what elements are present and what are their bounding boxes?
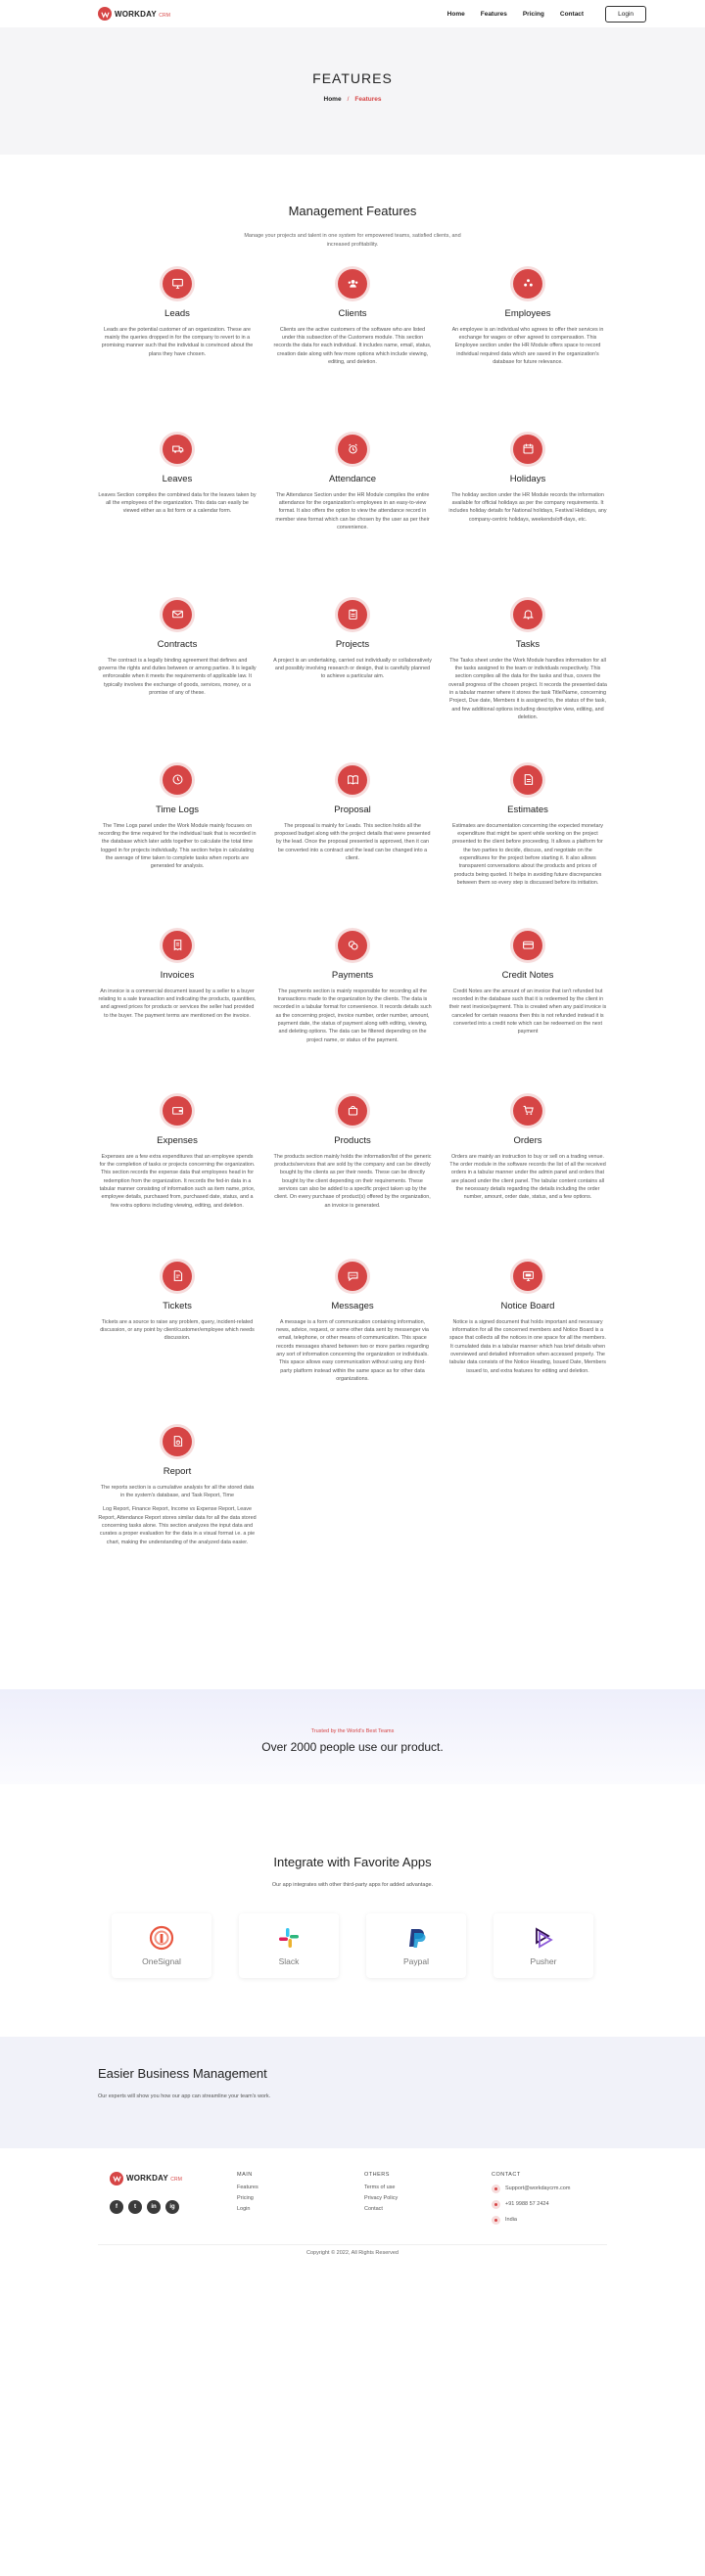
- footer-link-terms[interactable]: Terms of use: [364, 2184, 396, 2190]
- clipboard-icon: [338, 600, 367, 629]
- contact-email[interactable]: Support@workdaycrm.com: [492, 2185, 619, 2193]
- integration-apps: [0, 1913, 705, 1978]
- footer-logo[interactable]: [110, 2172, 237, 2185]
- feature-card-expenses: [90, 1096, 264, 1262]
- breadcrumb-current: Features: [354, 96, 382, 103]
- feature-description: The products section mainly holds the information/list of the generic products/services that are sold by the company and can be directly bought by the clients as per their needs. These can be directly bought by the client depending on their requirements. These services can also be added to a specific project taken up by the client. On every purchase of product(s) offered by the organization, an invoice is generated.: [273, 1153, 432, 1209]
- feature-title: Clients: [338, 307, 367, 319]
- feature-description: The Tasks sheet under the Work Module handles information for all the tasks assigned to the team or individuals respectively. This section compiles all the data for the tasks and thus, covers the overall progress of the chosen project. It records the presented data in a tabular manner where it stores the task Title/Name, concerning Project, Due date, Members it is assigned to, the status of the task, and few additional options including descriptive view, editing, and deletion.: [448, 657, 607, 721]
- feature-title: Time Logs: [156, 804, 199, 815]
- alarm-clock-icon: [338, 435, 367, 464]
- footer-main-title: MAIN: [237, 2171, 253, 2178]
- nav-link-features[interactable]: Features: [480, 10, 507, 18]
- feature-description: An invoice is a commercial document issued by a seller to a buyer relating to a sale transaction and indicating the products, quantities, and agreed prices for products or services the seller had provided to the buyer. The payment terms are mentioned on the invoice.: [98, 988, 257, 1019]
- app-card-onesignal[interactable]: [112, 1913, 212, 1978]
- feature-card-credit-notes: [441, 931, 615, 1096]
- feature-card-attendance: [265, 435, 440, 600]
- feature-description: The Time Logs panel under the Work Module mainly focuses on recording the time required for the individual task that is recorded in the database which later adds together to calculate the total time logged in for projects individually. This section helps in calculating the average of time taken to complete tasks when reports are generated for analysis.: [98, 822, 257, 870]
- footer-link-pricing[interactable]: Pricing: [237, 2194, 254, 2201]
- nav-link-pricing[interactable]: Pricing: [522, 10, 544, 18]
- location-icon: [492, 2216, 500, 2225]
- feature-card-proposal: [265, 765, 440, 931]
- phone-icon: [492, 2200, 500, 2209]
- footer-link-features[interactable]: Features: [237, 2184, 258, 2190]
- email-icon: [492, 2185, 500, 2193]
- cta-heading: Easier Business Management: [98, 2065, 267, 2081]
- linkedin-icon[interactable]: in: [147, 2200, 161, 2214]
- coins-icon: [338, 931, 367, 960]
- top-navbar: [0, 0, 705, 27]
- calendar-icon: [513, 435, 542, 464]
- twitter-icon[interactable]: t: [128, 2200, 142, 2214]
- feature-description: The payments section is mainly responsible for recording all the transactions made to the organization by the clients. The data is recorded in a tabular format for convenience. It records details such as the concerning project, invoice number, order number, amount, payment date, the status of payment along with editing, viewing, and deleting options. The data can be filtered depending on the project name, or status of the payment.: [273, 988, 432, 1043]
- credit-card-icon: [513, 931, 542, 960]
- footer-main-column: [237, 2172, 364, 2244]
- footer-contact-title: CONTACT: [492, 2171, 521, 2178]
- workday-logo-icon: [98, 7, 112, 21]
- feature-title: Tasks: [515, 638, 540, 650]
- feature-card-holidays: [441, 435, 615, 600]
- page-title: FEATURES: [312, 70, 393, 86]
- footer: [0, 2148, 705, 2244]
- feature-description: Expenses are a few extra expenditures that an employee spends for the completion of tasks or projects concerning the organization. This section records the expense data that employees head in for redemption from the organization. It records the fed-in data in a tabular manner consisting of information such as item name, price, employee details, purchased from, purchased date, status, and a few extra options including viewing, editing, and deletion.: [99, 1153, 256, 1209]
- feature-card-report: [90, 1427, 264, 1584]
- feature-description: The contract is a legally binding agreement that defines and governs the rights and duties between or among parties. It is legally enforceable when it meets the requirements of applicable law. It typically involves the exchange of goods, services, money, or a promise of any of these.: [98, 657, 257, 697]
- footer-brand-suffix: CRM: [170, 2177, 183, 2184]
- app-card-paypal[interactable]: [366, 1913, 466, 1978]
- feature-card-leads: [90, 269, 264, 435]
- feature-title: Attendance: [328, 473, 377, 484]
- app-name: OneSignal: [142, 1955, 181, 1966]
- feature-title: Tickets: [163, 1300, 192, 1311]
- footer-brand-name: WORKDAY: [126, 2174, 168, 2184]
- features-intro: Manage your projects and talent in one system for empowered teams, satisfied clients, and increased profitability.: [244, 233, 461, 248]
- feature-title: Contracts: [157, 638, 198, 650]
- copyright: Copyright © 2022, All Rights Reserved: [98, 2244, 607, 2275]
- integrations-subtitle: Our app integrates with other third-party apps for added advantage.: [271, 1881, 434, 1888]
- feature-description: Notice is a signed document that holds important and necessary information for all the concerned members and Notice Board is a space that collects all the notices in one space for all the members. It cumulated data in a tabular manner which has brief details when overviewed and detailed information when accessed properly. The tabular data consists of the Notice Heading, Issued Date, Members issued to, and extra features for editing and deletion.: [448, 1318, 606, 1374]
- footer-brand-column: [110, 2172, 237, 2244]
- app-name: Slack: [278, 1955, 300, 1966]
- app-card-slack[interactable]: [239, 1913, 339, 1978]
- integrations-section: [0, 1784, 705, 2037]
- feature-description: Tickets are a source to raise any problem, query, incident-related discussion, or any point by client/customer/employee which needs discussion.: [100, 1318, 255, 1342]
- truck-icon: [163, 435, 192, 464]
- feature-description: An employee is an individual who agrees to offer their services in exchange for wages or other agreed to compensation. This Employee section under the HR Module offers space to record individual required data which are saved in the organization's database for future relevance.: [451, 326, 604, 366]
- feature-title: Report: [163, 1465, 192, 1477]
- feature-title: Notice Board: [500, 1300, 555, 1311]
- footer-link-login[interactable]: Login: [237, 2205, 251, 2212]
- brand-logo[interactable]: [98, 7, 170, 21]
- screen-icon: [513, 1262, 542, 1291]
- feature-title: Orders: [513, 1134, 542, 1146]
- login-button[interactable]: Login: [605, 6, 646, 23]
- feature-description: Clients are the active customers of the software who are listed under this subsection of the Customers module. This section records the data for each individual. It includes name, email, status, creation date along with few more options which include viewing, editing, and deletion.: [273, 326, 432, 366]
- feature-description: The holiday section under the HR Module records the information available for official holidays as per the company requirements. It includes holiday details for National holidays, Festival Holidays, any company-centric holidays, weekends/off-days, etc.: [448, 491, 607, 523]
- feature-card-leaves: [90, 435, 264, 600]
- feature-card-tickets: [90, 1262, 264, 1427]
- feature-description: Orders are mainly an instruction to buy or sell on a trading venue. The order module in the software records the list of all the received orders in a tabular manner under the admin panel and orders that are placed under the client panel. The tabular content contains all the necessary details regarding the details including the order number, amount, order date, status, and a few options.: [449, 1153, 606, 1201]
- report-icon: [163, 1427, 192, 1456]
- feature-card-estimates: [441, 765, 615, 931]
- workday-logo-icon: [110, 2172, 123, 2185]
- feature-description: The reports section is a cumulative analysis for all the stored data in the system's database, and Task Report, Time: [100, 1484, 255, 1498]
- feature-card-payments: [265, 931, 440, 1096]
- features-heading: Management Features: [288, 204, 417, 218]
- breadcrumb-home[interactable]: Home: [323, 96, 342, 103]
- features-grid: [0, 269, 705, 1633]
- feature-title: Estimates: [507, 804, 548, 815]
- feature-card-clients: [265, 269, 440, 435]
- social-links: [110, 2200, 237, 2214]
- main-menu: [447, 6, 646, 23]
- onesignal-icon: [149, 1925, 174, 1951]
- clock-icon: [163, 765, 192, 795]
- feature-card-time-logs: [90, 765, 264, 931]
- feature-description: Leads are the potential customer of an organization. These are mainly the queries dropped in for the company to revert to in a promising manner such that the individual is convinced about the plans they have chosen.: [101, 326, 254, 357]
- feature-title: Credit Notes: [501, 969, 554, 981]
- nav-link-contact[interactable]: Contact: [559, 10, 585, 18]
- app-card-pusher[interactable]: [494, 1913, 593, 1978]
- cta-section: [0, 2037, 705, 2148]
- users-icon: [338, 269, 367, 299]
- chat-icon: [338, 1262, 367, 1291]
- breadcrumb: [0, 96, 705, 103]
- breadcrumb-separator: /: [347, 96, 350, 103]
- feature-card-orders: [441, 1096, 615, 1262]
- app-name: Paypal: [403, 1955, 429, 1966]
- feature-title: Expenses: [157, 1134, 198, 1146]
- facebook-icon[interactable]: f: [110, 2200, 123, 2214]
- feature-card-notice-board: [441, 1262, 615, 1427]
- nav-link-home[interactable]: Home: [446, 10, 465, 18]
- invoice-icon: [163, 931, 192, 960]
- footer-others-title: OTHERS: [364, 2171, 390, 2178]
- feature-card-contracts: [90, 600, 264, 765]
- feature-description: A project is an undertaking, carried out individually or collaboratively and possibly involving research or design, that is carefully planned to achieve a particular aim.: [273, 657, 432, 680]
- feature-card-tasks: [441, 600, 615, 765]
- brand-suffix: CRM: [159, 12, 171, 19]
- brand-name: WORKDAY: [115, 9, 157, 19]
- feature-title: Leaves: [162, 473, 193, 484]
- feature-description: Estimates are documentation concerning the expected monetary expenditure that might be spent while working on the project presented to the client before proceeding. It allows a platform for the two parties to decide, discuss, and negotiate on the expenditures for the project before starting it. It also allows transparent conversations about the products and prices of products being quoted. It helps in avoiding future discrepancies between them so every step is discussed before its initiation.: [451, 822, 604, 887]
- envelope-icon: [163, 600, 192, 629]
- slack-icon: [276, 1925, 302, 1951]
- trust-tagline: Trusted by the World's Best Teams: [310, 1727, 395, 1734]
- app-name: Pusher: [530, 1955, 557, 1966]
- cart-icon: [513, 1096, 542, 1126]
- ticket-icon: [163, 1262, 192, 1291]
- feature-description: Credit Notes are the amount of an invoice that isn't refunded but recorded in the database such that it is redeemed by the client in their next invoice/payment. This is created when any paid invoice is canceled for certain reasons then this is not refunded instead it is converted into a credit note which can be redeemed on the next payment: [448, 988, 607, 1035]
- feature-title: Employees: [504, 307, 551, 319]
- hero-banner: [0, 27, 705, 155]
- document-icon: [513, 765, 542, 795]
- feature-description: Leaves Section compiles the combined data for the leaves taken by all the employees of the organization. This data can easily be viewed either as a list form or a calendar form.: [98, 491, 257, 515]
- footer-contact-column: [492, 2172, 619, 2244]
- feature-card-employees: [441, 269, 615, 435]
- feature-title: Leads: [164, 307, 190, 319]
- cta-text: Our experts will show you how our app can streamline your team's work.: [98, 2093, 271, 2099]
- feature-card-invoices: [90, 931, 264, 1096]
- monitor-icon: [163, 269, 192, 299]
- book-icon: [338, 765, 367, 795]
- pusher-icon: [531, 1925, 556, 1951]
- feature-card-messages: [265, 1262, 440, 1427]
- features-section: [0, 155, 705, 1633]
- feature-description-extra: Log Report, Finance Report, Income vs Expense Report, Leave Report, Attendance Report stores similar data for all the data stored concerning tasks alone. This section analyzes the input data and curates a proper evaluation for the data in a visual format i.e. a pie chart, making the understanding of the analyzed data easier.: [98, 1506, 257, 1545]
- paypal-icon: [403, 1925, 429, 1951]
- bag-icon: [338, 1096, 367, 1126]
- integrations-heading: Integrate with Favorite Apps: [273, 1854, 432, 1869]
- contact-location: India: [492, 2216, 619, 2225]
- feature-card-products: [265, 1096, 440, 1262]
- feature-title: Products: [334, 1134, 371, 1146]
- footer-link-privacy[interactable]: Privacy Policy: [364, 2194, 399, 2201]
- feature-title: Projects: [335, 638, 370, 650]
- feature-description: The Attendance Section under the HR Module compiles the entire attendance for the organization's employees in an easy-to-view format. It also offers the option to view the attendance record in member view format which can be chosen by the user as per their convenience.: [275, 491, 430, 531]
- footer-others-column: [364, 2172, 492, 2244]
- bell-icon: [513, 600, 542, 629]
- trust-headline: Over 2000 people use our product.: [261, 1739, 444, 1754]
- footer-link-contact[interactable]: Contact: [364, 2205, 383, 2212]
- feature-title: Payments: [331, 969, 374, 981]
- feature-title: Invoices: [160, 969, 195, 981]
- feature-description: The proposal is mainly for Leads. This section holds all the proposed budget along with the project details that were presented by the lead. Once the proposal presented is approved, then it can be converted into a contract and the lead can be changed into a client.: [274, 822, 431, 862]
- feature-title: Proposal: [334, 804, 371, 815]
- wallet-icon: [163, 1096, 192, 1126]
- trust-banner: [0, 1689, 705, 1784]
- feature-title: Messages: [331, 1300, 374, 1311]
- feature-card-projects: [265, 600, 440, 765]
- feature-description: A message is a form of communication containing information, news, advice, request, or some other data sent by messenger via email, telephone, or other means of communication. This space records messages shared between two or more parties regarding any sort of information concerning the organization or individuals. This space allows easy communication without using any third-party platform instead within the same space as for other data organizations.: [276, 1318, 429, 1383]
- people-icon: [513, 269, 542, 299]
- instagram-icon[interactable]: ig: [165, 2200, 179, 2214]
- contact-phone[interactable]: +91 9988 57 2424: [492, 2200, 619, 2209]
- feature-title: Holidays: [509, 473, 546, 484]
